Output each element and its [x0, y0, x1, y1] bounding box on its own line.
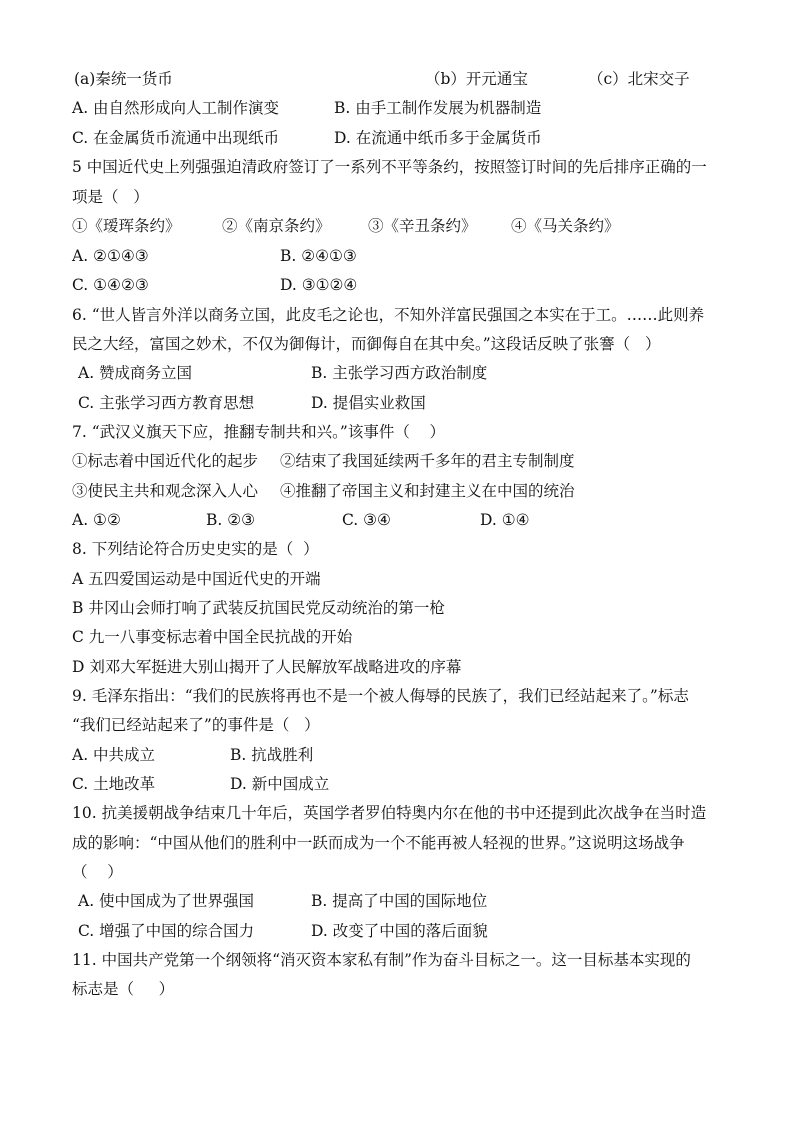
q5-item-1: ①《瑷珲条约》 [72, 217, 181, 235]
q6-stem-line2: 民之大经，富国之妙术，不仅为御侮计，而御侮自在其中矣。”这段话反映了张謇（ ） [72, 335, 661, 353]
q5-stem-line1: 5 中国近代史上列强强迫清政府签订了一系列不平等条约，按照签订时间的先后排序正确的一 [72, 158, 707, 176]
q7-option-a: A. ①② [72, 511, 121, 529]
q9-option-b: B. 抗战胜利 [230, 746, 314, 764]
q6-option-c: C. 主张学习西方教育思想 [78, 394, 255, 412]
q4-option-c: C. 在金属货币流通中出现纸币 [72, 129, 280, 147]
q11-stem-line1: 11. 中国共产党第一个纲领将“消灭资本家私有制”作为奋斗目标之一。这一目标基本实现的 [72, 951, 691, 969]
q8-option-a: A 五四爱国运动是中国近代史的开端 [72, 570, 321, 588]
q8-option-c: C 九一八事变标志着中国全民抗战的开始 [72, 628, 353, 646]
q4-option-d: D. 在流通中纸币多于金属货币 [334, 129, 542, 147]
q10-stem-line2: 成的影响：“中国从他们的胜利中一跃而成为一个不能再被人轻视的世界。”这说明这场战争 [72, 834, 685, 852]
q7-statement-1: ①标志着中国近代化的起步 [72, 452, 259, 470]
q5-item-4: ④《马关条约》 [511, 217, 620, 235]
q6-stem-line1: 6. “世人皆言外洋以商务立国，此皮毛之论也，不知外洋富民强国之本实在于工。……此则养 [72, 306, 705, 324]
currency-label-b: （b）开元通宝 [425, 70, 528, 88]
q5-option-c: C. ①④②③ [72, 276, 149, 294]
q7-option-c: C. ③④ [342, 511, 391, 529]
q6-option-d: D. 提倡实业救国 [311, 394, 426, 412]
q6-option-a: A. 赞成商务立国 [78, 364, 193, 382]
q7-option-d: D. ①④ [480, 511, 530, 529]
q4-option-b: B. 由手工制作发展为机器制造 [334, 99, 542, 117]
q9-option-a: A. 中共成立 [72, 746, 156, 764]
q10-stem-line1: 10. 抗美援朝战争结束几十年后，英国学者罗伯特奥内尔在他的书中还提到此次战争在当时造 [72, 804, 707, 822]
q5-item-2: ②《南京条约》 [222, 217, 331, 235]
q7-statement-3: ③使民主共和观念深入人心 [72, 482, 259, 500]
q7-stem: 7. “武汉义旗天下应，推翻专制共和兴。”该事件（ ） [72, 423, 446, 441]
q11-stem-line2: 标志是（ ） [72, 980, 175, 998]
q10-option-d: D. 改变了中国的落后面貌 [311, 922, 488, 940]
q8-option-d: D 刘邓大军挺进大别山揭开了人民解放军战略进攻的序幕 [72, 658, 462, 676]
q10-stem-line3: （ ） [72, 863, 123, 881]
q8-option-b: B 井冈山会师打响了武装反抗国民党反动统治的第一枪 [72, 599, 445, 617]
q9-stem-line1: 9. 毛泽东指出：“我们的民族将再也不是一个被人侮辱的民族了，我们已经站起来了。”标志 [72, 687, 689, 705]
q5-option-b: B. ②④①③ [280, 247, 357, 265]
q9-stem-line2: “我们已经站起来了”的事件是（ ） [72, 716, 320, 734]
q9-option-d: D. 新中国成立 [230, 775, 330, 793]
currency-label-a: (a)秦统一货币 [74, 70, 173, 88]
q7-option-b: B. ②③ [206, 511, 256, 529]
currency-label-c: （c）北宋交子 [588, 70, 690, 88]
q5-item-3: ③《辛丑条约》 [368, 217, 477, 235]
q5-option-a: A. ②①④③ [72, 247, 149, 265]
q7-statement-2: ②结束了我国延续两千多年的君主专制制度 [280, 452, 575, 470]
q9-option-c: C. 土地改革 [72, 775, 156, 793]
q7-statement-4: ④推翻了帝国主义和封建主义在中国的统治 [280, 482, 575, 500]
q10-option-a: A. 使中国成为了世界强国 [78, 892, 255, 910]
q5-option-d: D. ③①②④ [280, 276, 358, 294]
q6-option-b: B. 主张学习西方政治制度 [311, 364, 488, 382]
q4-option-a: A. 由自然形成向人工制作演变 [72, 99, 280, 117]
q10-option-b: B. 提高了中国的国际地位 [311, 892, 488, 910]
q5-stem-line2: 项是（ ） [72, 188, 149, 206]
q10-option-c: C. 增强了中国的综合国力 [78, 922, 255, 940]
q8-stem: 8. 下列结论符合历史史实的是（ ） [72, 540, 319, 558]
